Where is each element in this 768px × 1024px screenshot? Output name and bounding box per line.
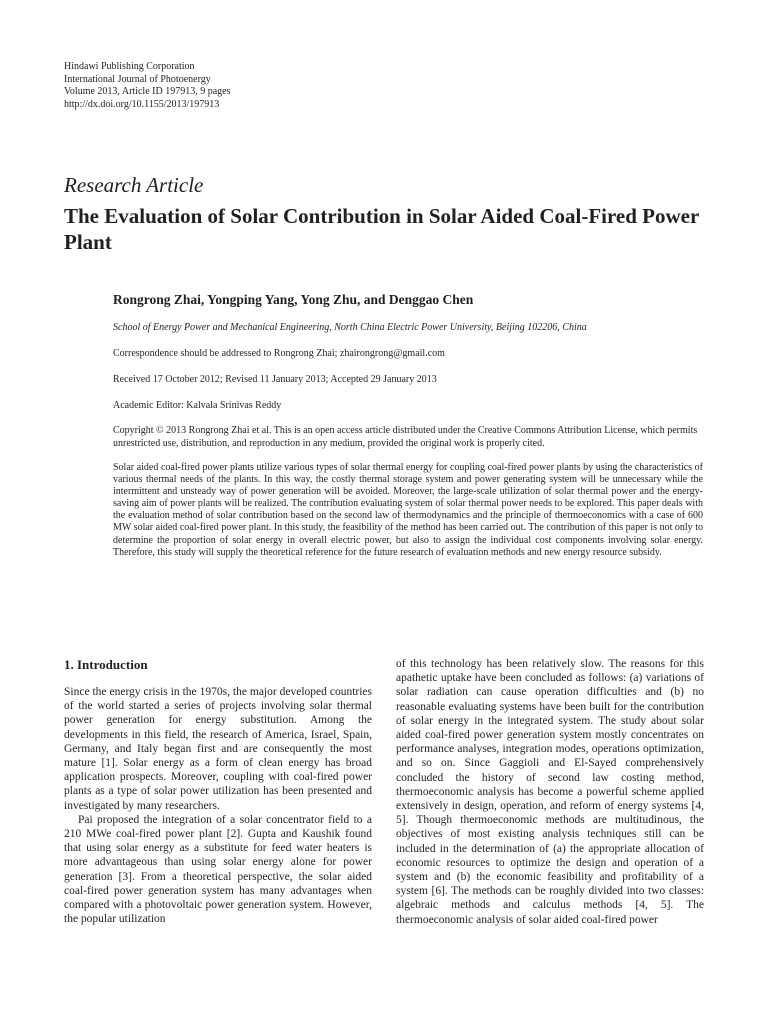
author-list: Rongrong Zhai, Yongping Yang, Yong Zhu, and Denggao Chen — [113, 292, 474, 307]
copyright-notice: Copyright © 2013 Rongrong Zhai et al. This is an open access article distributed under the Creative Commons Attribution License, which permits unrestricted use, distribution, and reproduction in any medium, provided the original work is properly cited. — [113, 425, 698, 449]
body-paragraph: Pai proposed the integration of a solar concentrator field to a 210 MWe coal-fired power plant [2]. Gupta and Kaushik found that using solar energy as a substitute for feed water heaters is more advantageous than using solar energy alone for power generation [3]. From a theoretical perspective, the solar aided coal-fired power generation system has many advantages when compared with a photovoltaic power generation system. However, the popular utilization — [64, 813, 372, 926]
body-column-left — [64, 657, 372, 926]
journal-masthead — [64, 61, 464, 111]
doi-link[interactable]: http://dx.doi.org/10.1155/2013/197913 — [64, 98, 220, 110]
body-paragraph: of this technology has been relatively slow. The reasons for this apathetic uptake have been concluded as follows: (a) variations of solar radiation can cause operation difficulties and (b) no reasonable evaluating systems have been built for the contribution of solar energy in the integrated system. The study about solar aided coal-fired power generation system mostly concentrates on performance analyses, integration modes, operations optimization, and so on. Since Gaggioli and El-Sayed comprehensively concluded the history of second law costing method, thermoeconomic analysis has become a powerful scheme applied extensively in design, operation, and reform of energy systems [4, 5]. Though thermoeconomic methods are multitudinous, the objectives of most existing analysis techniques still can be included in the determination of (a) the appropriate allocation of economic resources to optimize the design and operation of a system and (b) the economic feasibility and profitability of a system [6]. The methods can be roughly divided into two classes: algebraic methods and calculus methods [4, 5]. The thermoeconomic analysis of solar aided coal-fired power — [396, 658, 704, 926]
publisher-name: Hindawi Publishing Corporation — [64, 61, 195, 72]
volume-info: Volume 2013, Article ID 197913, 9 pages — [64, 86, 231, 97]
body-column-right — [396, 657, 704, 927]
publication-dates: Received 17 October 2012; Revised 11 January 2013; Accepted 29 January 2013 — [113, 374, 437, 385]
article-type: Research Article — [64, 173, 204, 197]
journal-name: International Journal of Photoenergy — [64, 73, 211, 85]
academic-editor: Academic Editor: Kalvala Srinivas Reddy — [113, 400, 282, 411]
affiliation: School of Energy Power and Mechanical Engineering, North China Electric Power University, Beijing 102206, China — [113, 322, 587, 333]
correspondence: Correspondence should be addressed to Rongrong Zhai; zhairongrong@gmail.com — [113, 348, 445, 359]
abstract: Solar aided coal-fired power plants utilize various types of solar thermal energy for coupling coal-fired power plants by using the characteristics of various thermal needs of the plants. In this way, the costly thermal storage system and power generating system will be unnecessary while the intermittent and unsteady way of power generation will be avoided. Moreover, the large-scale utilization of solar thermal power and the energy-saving aim of power plants will be realized. The contribution evaluating system of solar thermal power needs to be explored. This paper deals with the evaluation method of solar contribution based on the second law of thermodynamics and the principle of thermoeconomics with a case of 600 MW solar aided coal-fired power plant. In this study, the feasibility of the method has been carried out. The contribution of this paper is not only to determine the proportion of solar energy in overall electric power, but also to assign the individual cost components involving solar energy. Therefore, this study will supply the theoretical reference for the future research of evaluation methods and new energy resource subsidy. — [113, 462, 703, 558]
body-paragraph: Since the energy crisis in the 1970s, the major developed countries of the world started a series of projects involving solar thermal power generation for energy substitution. Among the developments in this field, the research of America, Israel, Spain, Germany, and Italy began first and are consequently the most mature [1]. Solar energy as a form of clean energy has broad application prospects. Moreover, coupling with coal-fired power plants as a type of solar power utilization has been presented and investigated by many researchers. — [64, 686, 372, 812]
article-title: The Evaluation of Solar Contribution in Solar Aided Coal-Fired Power Plant — [64, 204, 699, 254]
section-heading: 1. Introduction — [64, 657, 148, 672]
